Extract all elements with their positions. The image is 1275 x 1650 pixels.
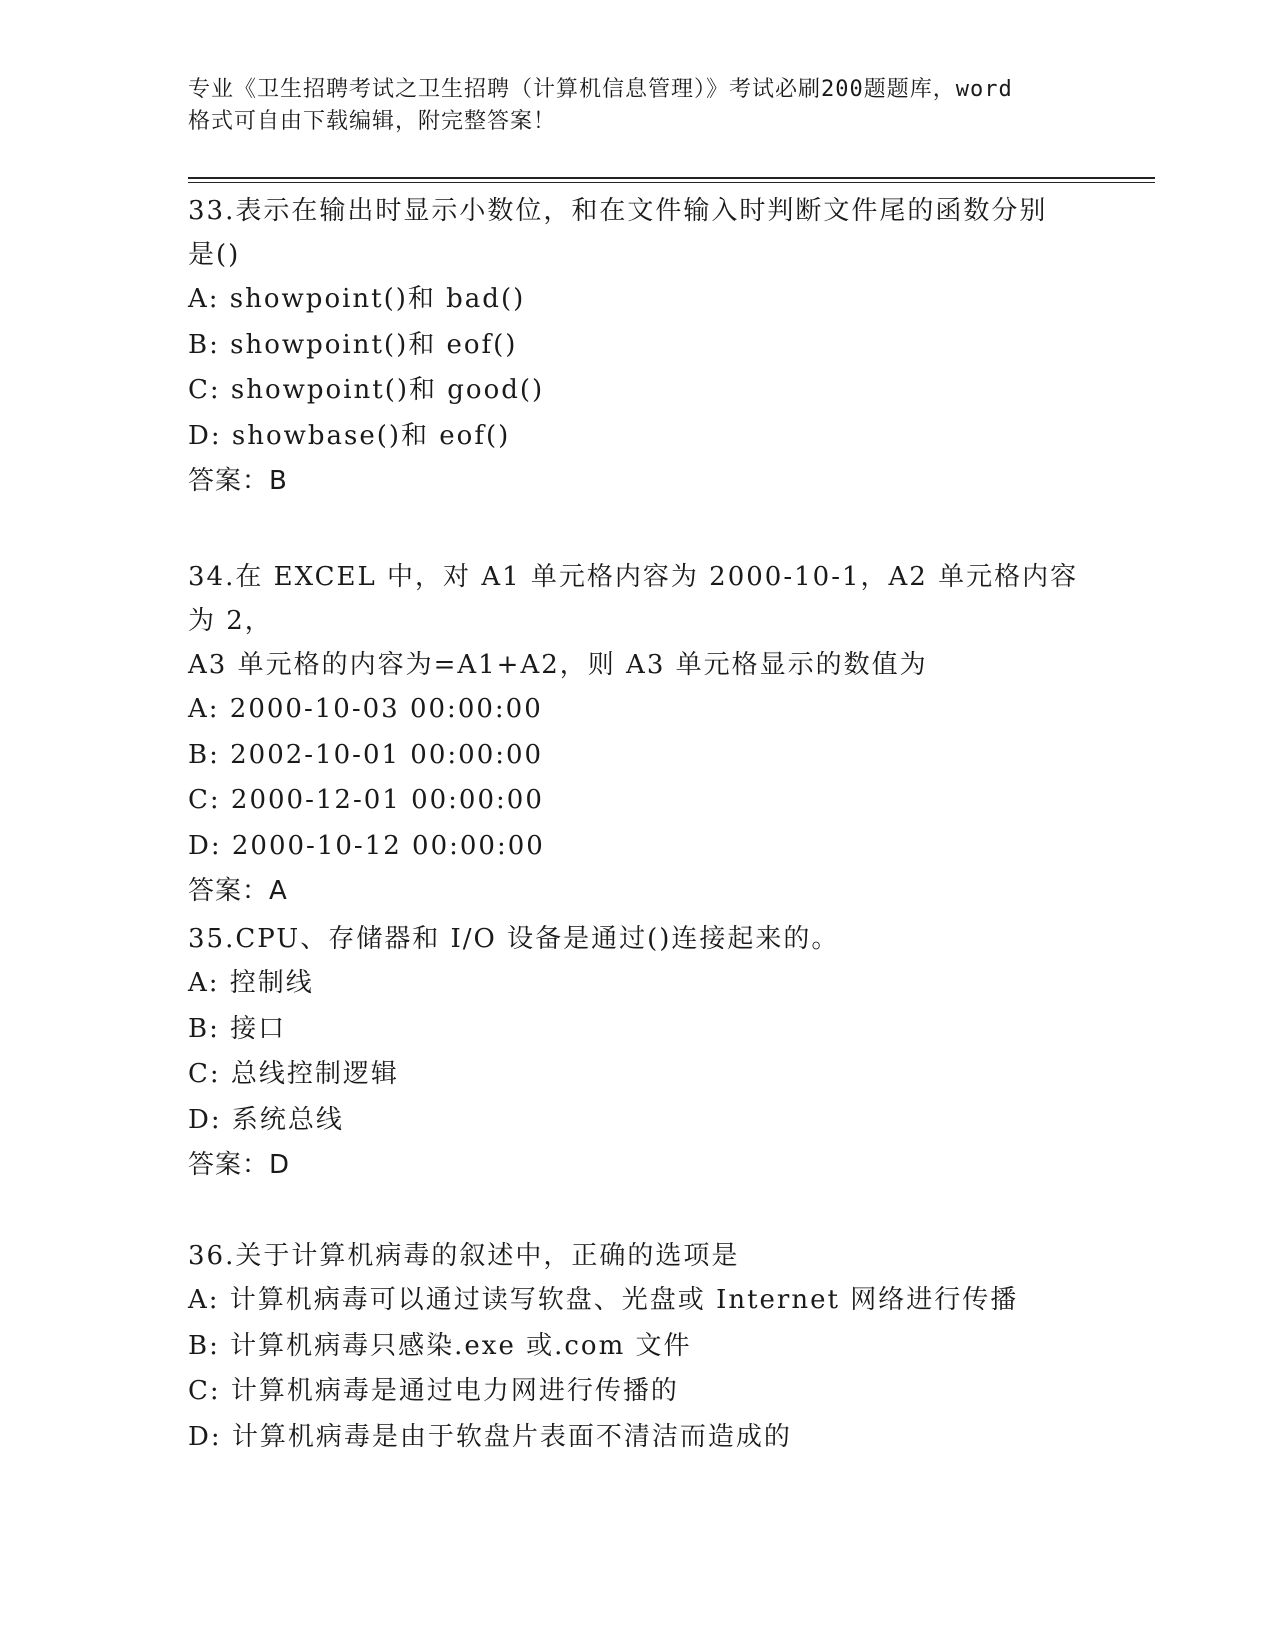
header-divider-thick <box>188 177 1155 179</box>
question-36 <box>188 1234 1088 1460</box>
option-d: D: 系统总线 <box>188 1104 344 1135</box>
question-33 <box>188 189 1088 503</box>
answer: 答案：B <box>188 466 288 496</box>
header-line-2: 格式可自由下载编辑，附完整答案！ <box>188 109 557 134</box>
option-b: B: 接口 <box>188 1013 287 1044</box>
option-d: D: showbase()和 eof() <box>188 420 511 451</box>
question-text-continued: 是() <box>188 240 241 270</box>
option-b: B: 计算机病毒只感染.exe 或.com 文件 <box>188 1330 692 1361</box>
header-divider-thin <box>188 182 1155 183</box>
option-a: A: 2000-10-03 00:00:00 <box>188 694 543 724</box>
option-a: A: 控制线 <box>188 968 314 998</box>
question-text: 35.CPU、存储器和 I/O 设备是通过()连接起来的。 <box>188 924 840 954</box>
answer: 答案：A <box>188 876 288 906</box>
question-34 <box>188 555 1088 913</box>
option-d: D: 2000-10-12 00:00:00 <box>188 830 545 861</box>
question-text: 33.表示在输出时显示小数位，和在文件输入时判断文件尾的函数分别 <box>188 196 1048 226</box>
option-c: C: 计算机病毒是通过电力网进行传播的 <box>188 1376 679 1406</box>
question-text: 36.关于计算机病毒的叙述中，正确的选项是 <box>188 1241 740 1271</box>
option-c: C: 2000-12-01 00:00:00 <box>188 785 544 815</box>
answer: 答案：D <box>188 1150 291 1180</box>
option-c: C: showpoint()和 good() <box>188 375 545 405</box>
option-b: B: showpoint()和 eof() <box>188 329 518 360</box>
question-text-continued: A3 单元格的内容为=A1+A2，则 A3 单元格显示的数值为 <box>188 650 928 680</box>
option-c: C: 总线控制逻辑 <box>188 1059 399 1089</box>
option-d: D: 计算机病毒是由于软盘片表面不清洁而造成的 <box>188 1421 792 1452</box>
option-a: A: showpoint()和 bad() <box>188 284 526 314</box>
header-line-1: 专业《卫生招聘考试之卫生招聘（计算机信息管理）》考试必刷200题题库，word <box>188 77 1013 102</box>
question-text: 34.在 EXCEL 中，对 A1 单元格内容为 2000-10-1，A2 单元格内容为 2， <box>188 562 1079 636</box>
option-a: A: 计算机病毒可以通过读写软盘、光盘或 Internet 网络进行传播 <box>188 1285 1019 1315</box>
option-b: B: 2002-10-01 00:00:00 <box>188 739 544 770</box>
document-header <box>188 74 1088 138</box>
question-35 <box>188 917 1088 1187</box>
